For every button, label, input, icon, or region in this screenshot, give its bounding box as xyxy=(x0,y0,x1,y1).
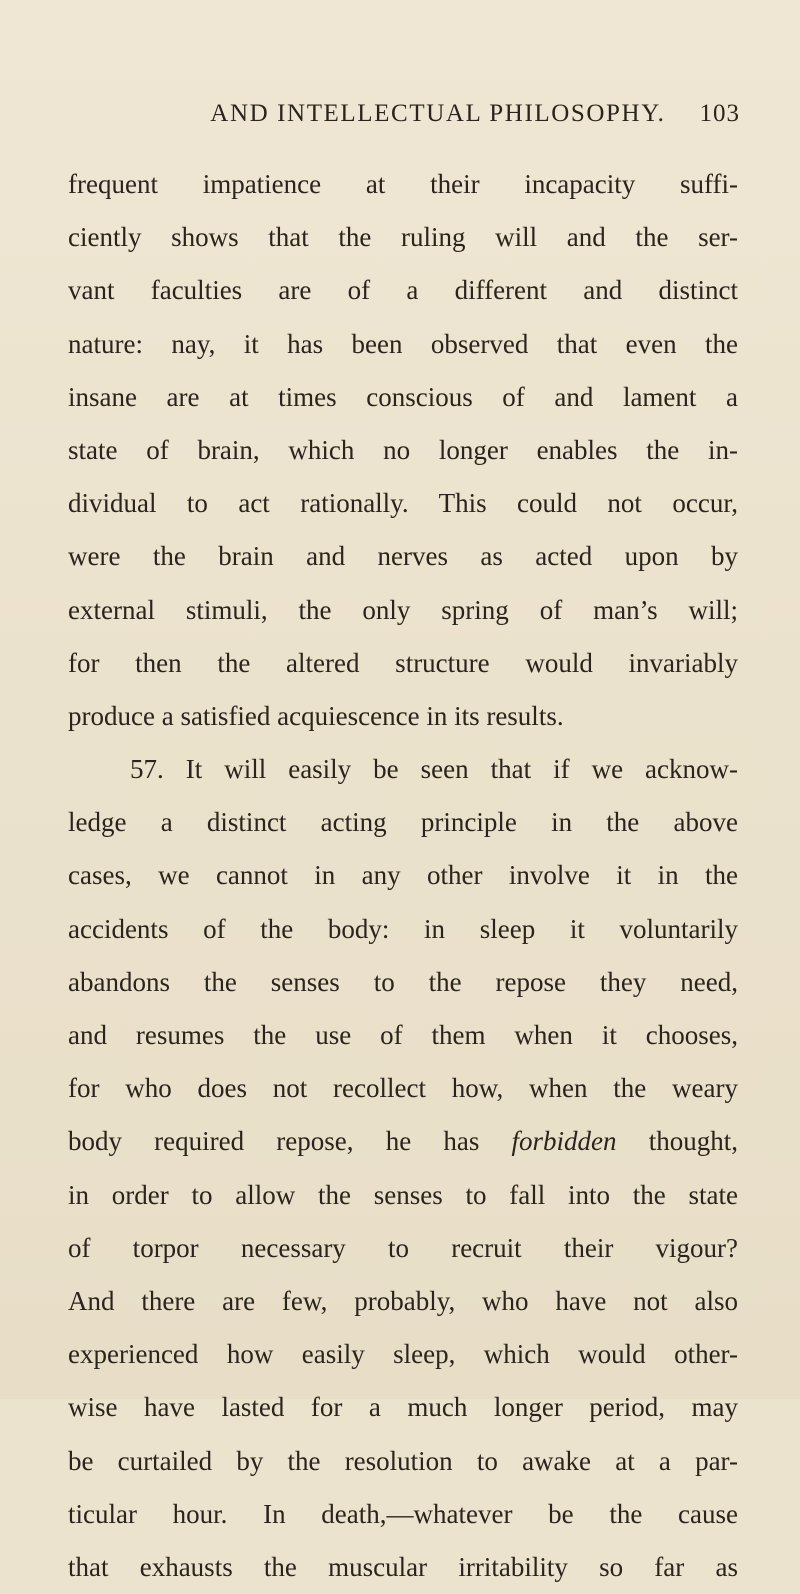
text-line: of torpor necessary to recruit their vigour? xyxy=(68,1232,738,1263)
body-text xyxy=(68,158,738,1594)
text-line: dividual to act rationally. This could not occur, xyxy=(68,488,738,519)
italic-word: forbidden xyxy=(511,1126,617,1157)
text-line: frequent impatience at their incapacity suffi- xyxy=(68,169,738,199)
text-line: ledge a distinct acting principle in the above xyxy=(68,807,738,838)
text-line: were the brain and nerves as acted upon by xyxy=(68,541,738,572)
text-line: wise have lasted for a much longer period, may xyxy=(68,1392,738,1423)
text-line: vant faculties are of a different and distinct xyxy=(68,275,738,306)
text-segment: for who does not recollect how, when the weary xyxy=(68,1073,738,1104)
text-line: external stimuli, the only spring of man’s will; xyxy=(68,594,738,625)
text-line: accidents of the body: in sleep it voluntarily xyxy=(68,913,738,944)
text-line: ticular hour. In death,—whatever be the cause xyxy=(68,1498,738,1529)
page-number: 103 xyxy=(699,100,740,127)
text-line xyxy=(68,1062,738,1115)
text-line: that exhausts the muscular irritability so far as xyxy=(68,1551,738,1582)
running-head-title: AND INTELLECTUAL PHILOSOPHY. xyxy=(210,100,666,127)
paragraph-end-line: produce a satisfied acquiescence in its results. xyxy=(68,700,564,731)
text-segment: thought, xyxy=(616,1126,738,1157)
text-line: ciently shows that the ruling will and the ser- xyxy=(68,222,738,253)
text-segment: body required repose, he has xyxy=(68,1126,512,1157)
text-line: for then the altered structure would invariably xyxy=(68,647,738,678)
text-line: nature: nay, it has been observed that even the xyxy=(68,328,738,359)
text-line: And there are few, probably, who have not also xyxy=(68,1285,738,1316)
running-head xyxy=(120,100,740,140)
text-line-with-italic xyxy=(68,1115,738,1168)
text-line: abandons the senses to the repose they need, xyxy=(68,966,738,997)
text-line: and resumes the use of them when it chooses, xyxy=(68,1020,738,1050)
section-57-first-line: 57. It will easily be seen that if we acknow- xyxy=(130,754,738,785)
text-line: state of brain, which no longer enables the in- xyxy=(68,434,738,465)
text-line: insane are at times conscious of and lament a xyxy=(68,381,738,412)
text-line: be curtailed by the resolution to awake at a par- xyxy=(68,1445,738,1476)
text-line: cases, we cannot in any other involve it in the xyxy=(68,860,738,891)
text-line: experienced how easily sleep, which would other- xyxy=(68,1339,738,1370)
text-line: in order to allow the senses to fall into the state xyxy=(68,1179,738,1210)
